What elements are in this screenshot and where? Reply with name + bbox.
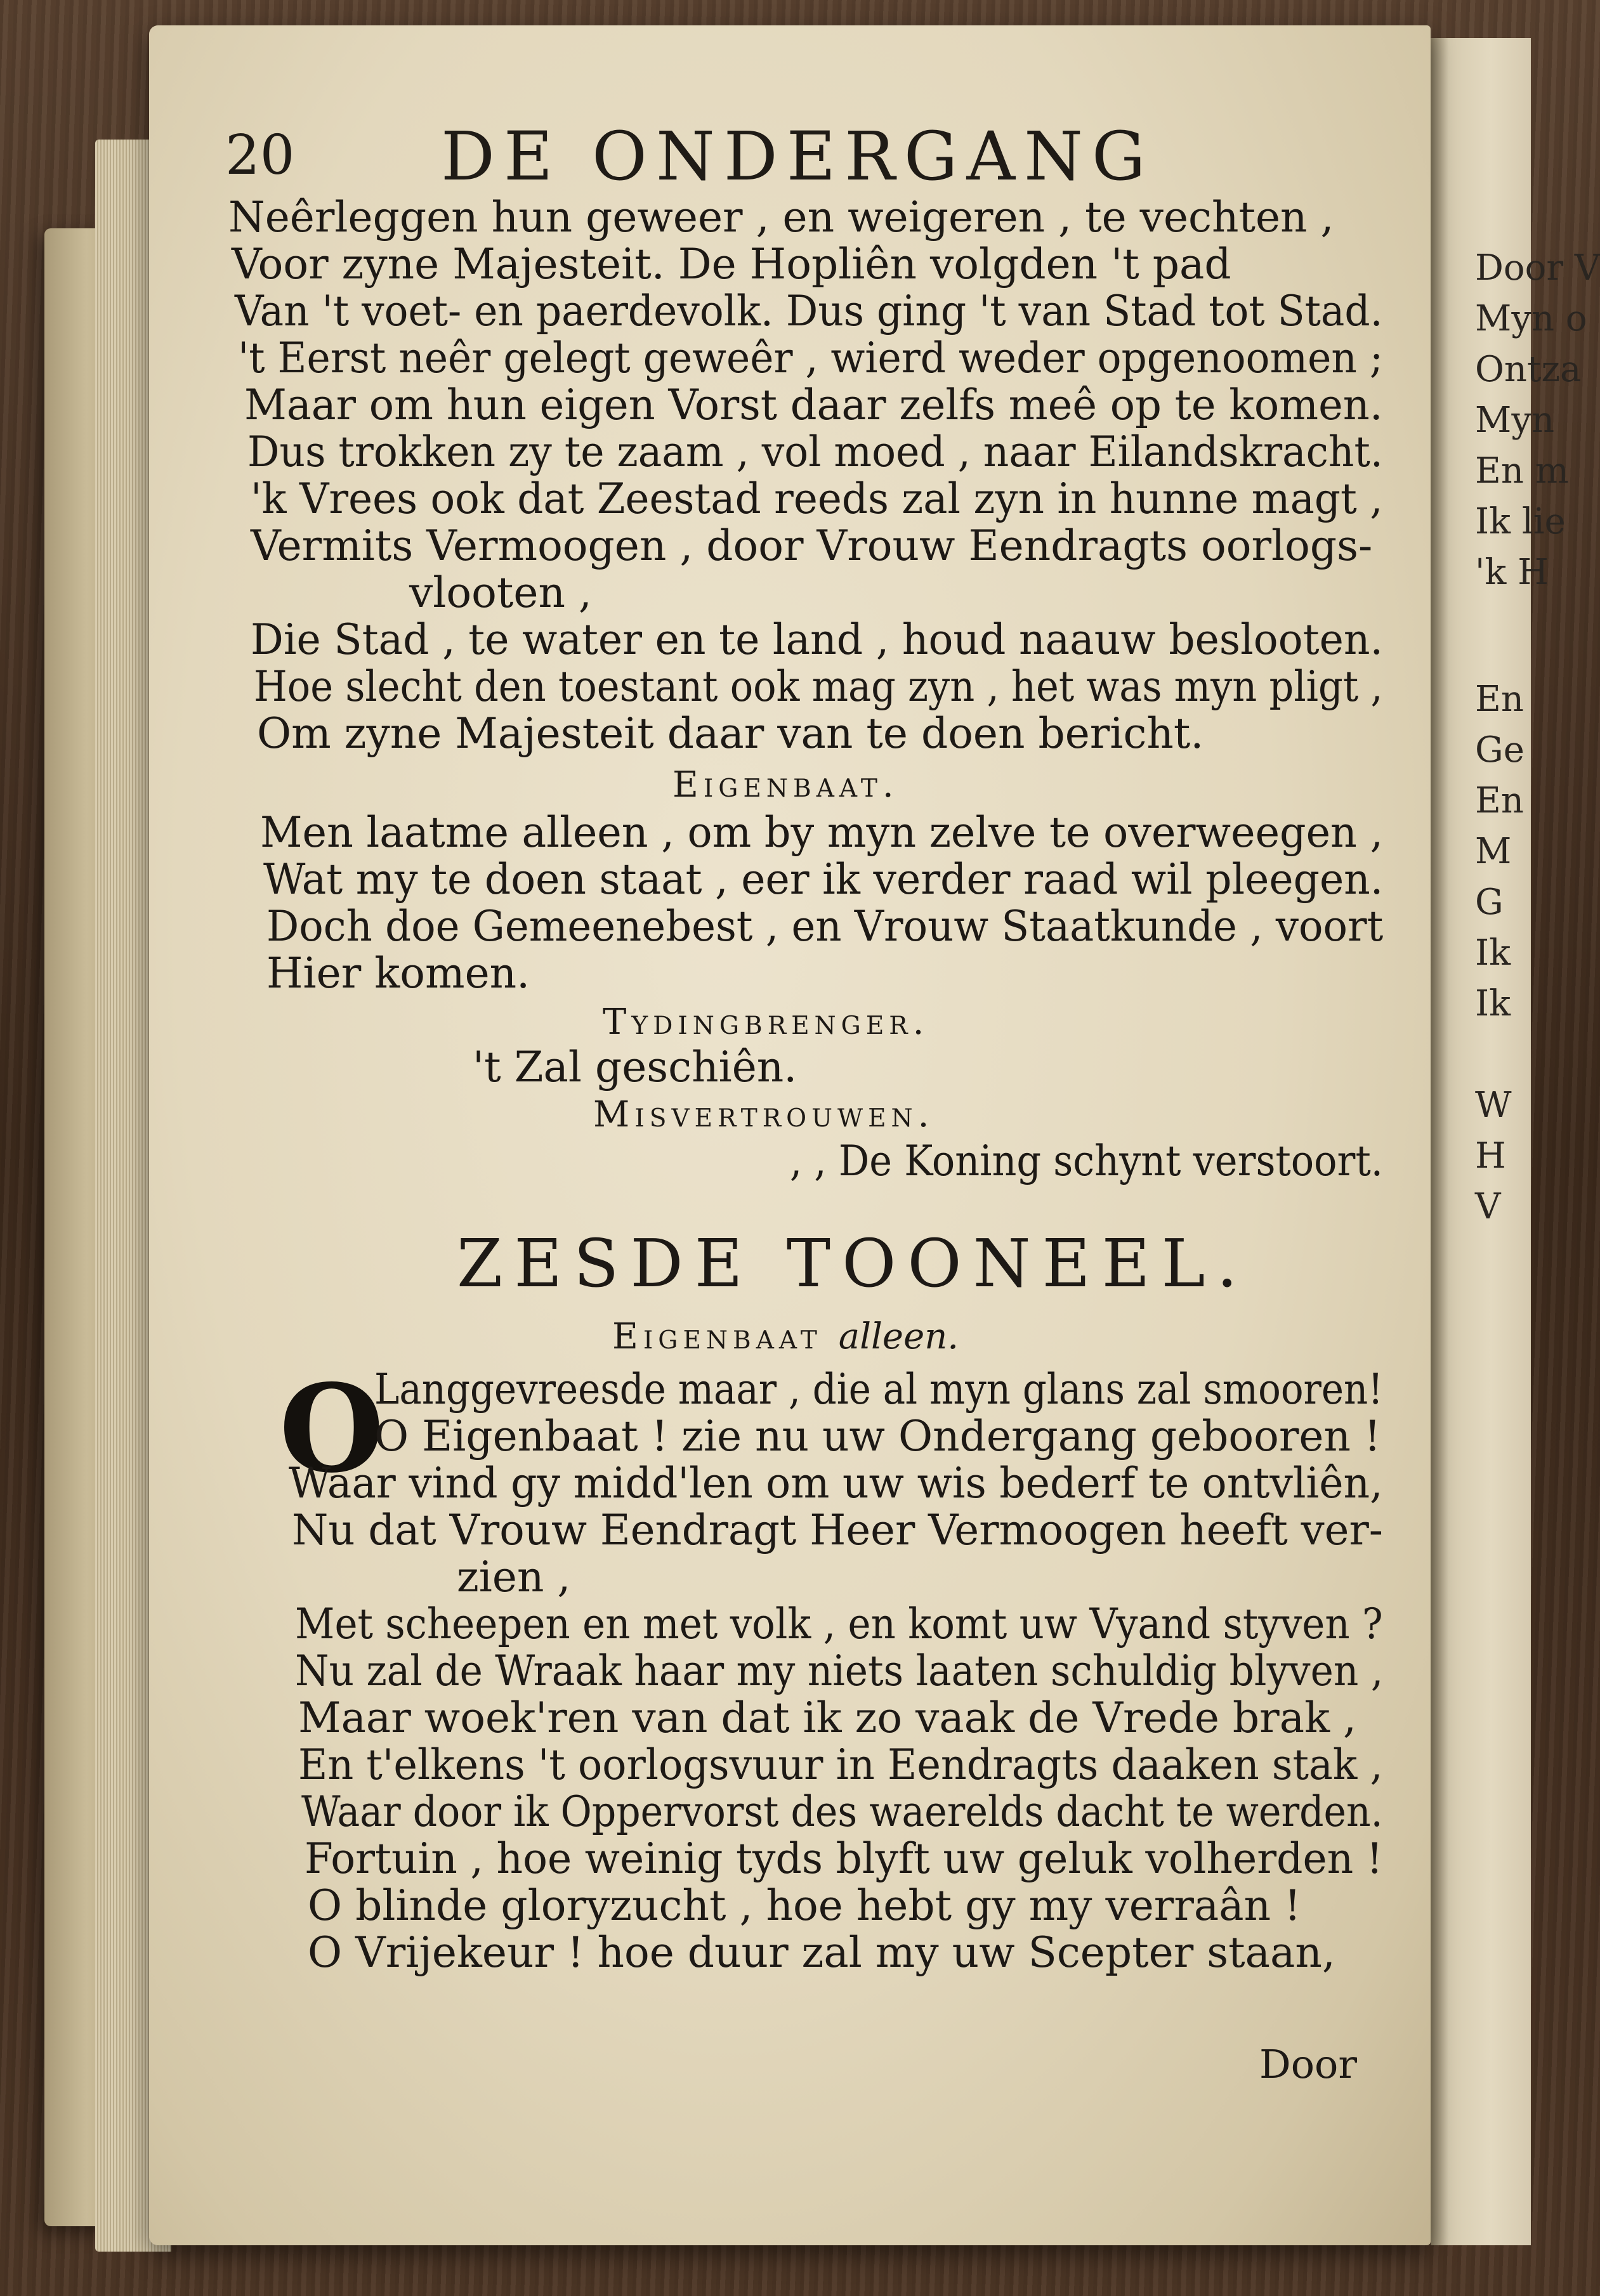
speaker-name: Tydingbrenger. [603, 1001, 929, 1043]
scene-heading: ZESDE TOONEEL. [457, 1225, 1249, 1302]
verse-line: Waar door ik Oppervorst des waerelds dacht te werden. [301, 1787, 1383, 1836]
verse-line: zien , [457, 1553, 571, 1601]
verse-line: 't Zal geschiên. [473, 1043, 797, 1092]
drop-cap: O [279, 1358, 384, 1499]
verse-line: Om zyne Majesteit daar van te doen bericht. [257, 709, 1204, 758]
verse-line: Waar vind gy midd'len om uw wis bederf te ontvliên, [289, 1459, 1383, 1508]
verse-line: Wat my te doen staat , eer ik verder raad wil pleegen. [263, 855, 1384, 904]
verse-line: , , De Koning schynt verstoort. [790, 1137, 1383, 1185]
verse-line: O Vrijekeur ! hoe duur zal my uw Scepter staan, [308, 1928, 1335, 1977]
verse-line: Met scheepen en met volk , en komt uw Vyand styven ? [295, 1600, 1383, 1648]
running-head [225, 117, 1418, 200]
facing-fragment: H [1475, 1135, 1506, 1177]
verse-line: Vermits Vermoogen , door Vrouw Eendragts oorlogs- [251, 521, 1373, 570]
stage-direction: alleen. [838, 1316, 959, 1357]
speaker-name [612, 1316, 959, 1357]
verse-line: Fortuin , hoe weinig tyds blyft uw geluk volherden ! [305, 1834, 1383, 1883]
verse-line: O blinde gloryzucht , hoe hebt gy my verraân ! [308, 1881, 1301, 1930]
verse-line: En t'elkens 't oorlogsvuur in Eendragts daaken stak , [298, 1740, 1383, 1789]
verse-line: Hier komen. [266, 949, 530, 998]
facing-fragment: Ik lie [1475, 501, 1566, 542]
verse-line: Men laatme alleen , om by myn zelve te overweegen , [260, 808, 1384, 857]
speaker-label: Eigenbaat [612, 1316, 822, 1357]
page-number: 20 [225, 124, 295, 187]
verse-line: Nu dat Vrouw Eendragt Heer Vermoogen heeft ver- [292, 1506, 1383, 1555]
facing-fragment: Myn [1475, 400, 1555, 441]
facing-fragment: En m [1475, 450, 1569, 492]
verse-line: 't Eerst neêr gelegt geweêr , wierd weder opgenoomen ; [238, 334, 1384, 382]
facing-fragment: Ge [1475, 729, 1525, 771]
verse-line: Neêrleggen hun geweer , en weigeren , te vechten , [228, 193, 1334, 242]
facing-fragment: M [1475, 831, 1512, 872]
catchword: Door [1259, 2041, 1358, 2087]
facing-fragment: Ontza [1475, 349, 1582, 390]
verse-line: vlooten , [409, 568, 592, 617]
speaker-name: Misvertrouwen. [593, 1094, 934, 1135]
facing-fragment: G [1475, 882, 1504, 923]
facing-fragment: 'k H [1475, 552, 1549, 593]
verse-line: Langgevreesde maar , die al myn glans zal smooren! [374, 1365, 1384, 1414]
verse-line: 'k Vrees ook dat Zeestad reeds zal zyn in hunne magt , [251, 474, 1383, 523]
facing-fragment: Ik [1475, 983, 1511, 1024]
verse-line: O Eigenbaat ! zie nu uw Ondergang gebooren ! [374, 1412, 1381, 1461]
verse-line: Hoe slecht den toestant ook mag zyn , het was myn pligt , [254, 662, 1383, 711]
facing-fragment: Door V [1475, 247, 1600, 289]
verse-line: Voor zyne Majesteit. De Hopliên volgden 't pad [232, 240, 1231, 289]
running-title: DE ONDERGANG [441, 117, 1155, 195]
verse-line: Nu zal de Wraak haar my niets laaten schuldig blyven , [295, 1647, 1384, 1695]
facing-page [1431, 38, 1600, 2245]
verse-line: Van 't voet- en paerdevolk. Dus ging 't van Stad tot Stad. [235, 287, 1383, 336]
verse-line: Doch doe Gemeenebest , en Vrouw Staatkunde , voort [266, 902, 1384, 951]
verse-line: Maar om hun eigen Vorst daar zelfs meê op te komen. [244, 381, 1383, 429]
verse-line: Die Stad , te water en te land , houd naauw beslooten. [251, 615, 1384, 664]
facing-fragment: Ik [1475, 932, 1511, 974]
facing-fragment: En [1475, 679, 1524, 720]
facing-fragment: V [1475, 1186, 1501, 1227]
facing-fragment: W [1475, 1085, 1512, 1126]
verse-line: Maar woek'ren van dat ik zo vaak de Vrede brak , [298, 1693, 1357, 1742]
verse-line: Dus trokken zy te zaam , vol moed , naar Eilandskracht. [247, 427, 1383, 476]
facing-fragment: En [1475, 780, 1524, 821]
facing-fragment: Myn o [1475, 298, 1587, 339]
speaker-name: Eigenbaat. [672, 764, 899, 806]
